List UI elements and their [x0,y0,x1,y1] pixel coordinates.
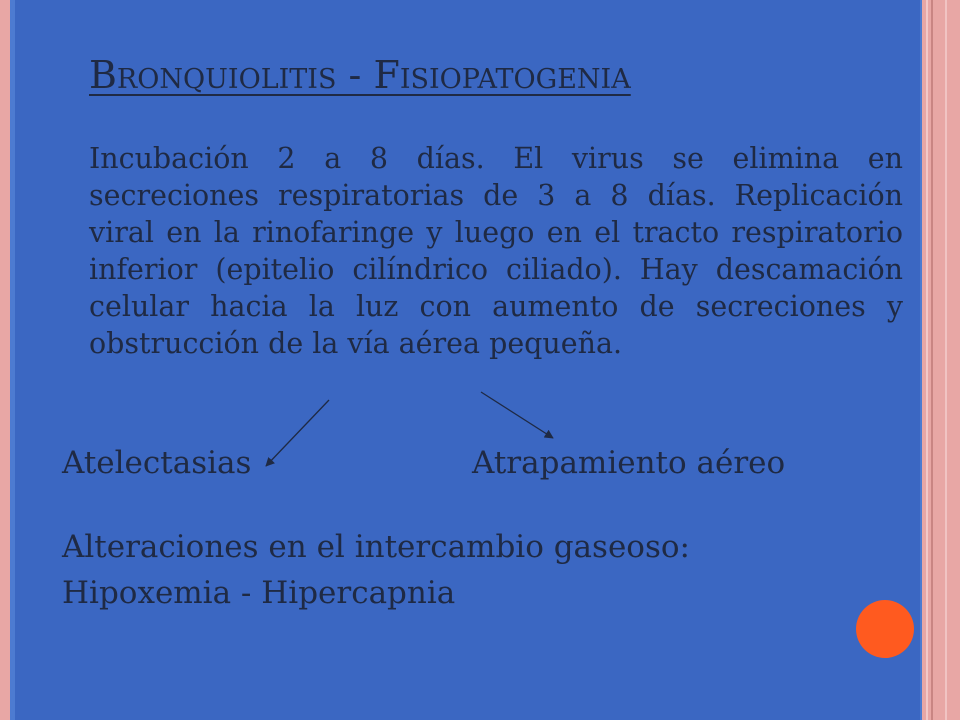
slide-title: Bronquiolitis - Fisiopatogenia [89,53,631,97]
outcome-atrapamiento: Atrapamiento aéreo [472,445,786,481]
decorative-edge-line [931,0,933,720]
body-paragraph: Incubación 2 a 8 días. El virus se elimina en secreciones respiratorias de 3 a 8 días. Replicación viral en la rinofaringe y luego en el tracto respiratorio inferior (epitelio cilíndrico ciliado). Hay descamación celular hacia la luz con aumento de secreciones y obstrucción de la vía aérea pequeña. [89,142,903,360]
decorative-edge-line [945,0,947,720]
outcome-atelectasias: Atelectasias [62,445,252,481]
decorative-edge-line [926,0,928,720]
accent-circle [856,600,914,658]
consequence-line: Hipoxemia - Hipercapnia [62,575,456,611]
consequence-line: Alteraciones en el intercambio gaseoso: [62,529,690,565]
